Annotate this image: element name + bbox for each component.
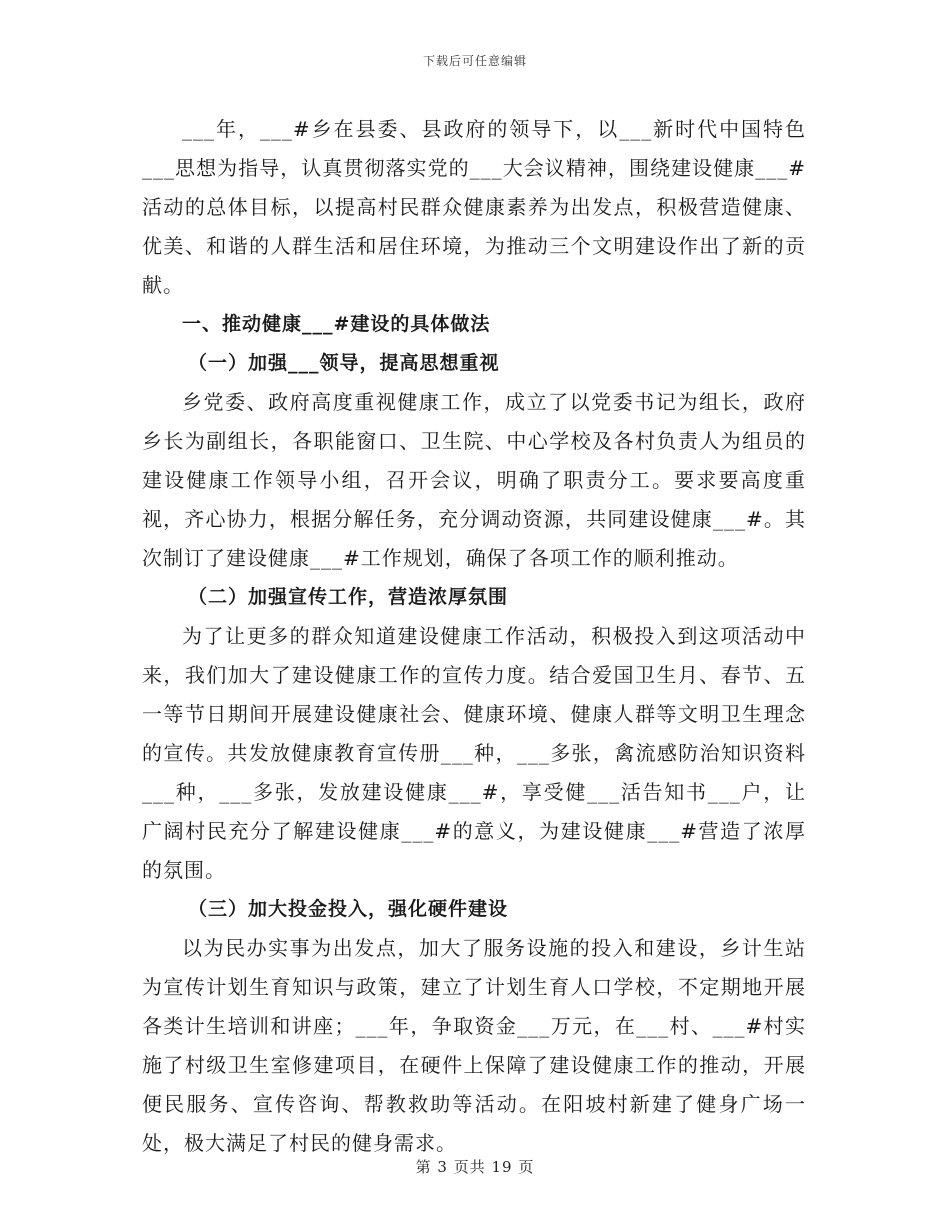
subsection-heading-2: （二）加强宣传工作，营造浓厚氛围 (188, 586, 509, 608)
header-note: 下载后可任意编辑 (422, 54, 527, 68)
subsection-heading-3: （三）加大投金投入，强化硬件建设 (188, 898, 509, 920)
subsection-paragraph-1: 乡党委、政府高度重视健康工作，成立了以党委书记为组长，政府乡长为副组长，各职能窗口、卫生院、中心学校及各村负责人为组员的建设健康工作领导小组，召开会议，明确了职责分工。要求要高度重视，齐心协力，根据分解任务，充分调动资源，共同建设健康___#。其次制订了建设健康___#工作规划，确保了各项工作的顺利推动。 (142, 390, 806, 570)
document-body (142, 110, 806, 1163)
subsection-paragraph-3: 以为民办实事为出发点，加大了服务设施的投入和建设，乡计生站为宣传计划生育知识与政策，建立了计划生育人口学校，不定期地开展各类计生培训和讲座；___年，争取资金___万元，在___村、___#村实施了村级卫生室修建项目，在硬件上保障了建设健康工作的推动，开展便民服务、宣传咨询、帮教救助等活动。在阳坡村新建了健身广场一处，极大满足了村民的健身需求。 (142, 936, 806, 1155)
page-number-footer: 第 3 页共 19 页 (415, 1158, 535, 1176)
intro-paragraph: ___年，___#乡在县委、县政府的领导下，以___新时代中国特色___思想为指导，认真贯彻落实党的___大会议精神，围绕建设健康___#活动的总体目标，以提高村民群众健康素养为出发点，积极营造健康、优美、和谐的人群生活和居住环境，为推动三个文明建设作出了新的贡献。 (142, 117, 806, 297)
section-heading: 一、推动健康___#建设的具体做法 (182, 313, 491, 335)
subsection-paragraph-2: 为了让更多的群众知道建设健康工作活动，积极投入到这项活动中来，我们加大了建设健康工作的宣传力度。结合爱国卫生月、春节、五一等节日期间开展建设健康社会、健康环境、健康人群等文明卫生理念的宣传。共发放健康教育宣传册___种，___多张，禽流感防治知识资料___种，___多张，发放建设健康___#，享受健___活告知书___户，让广阔村民充分了解建设健康___#的意义，为建设健康___#营造了浓厚的氛围。 (142, 624, 806, 882)
subsection-heading-1: （一）加强___领导，提高思想重视 (188, 352, 500, 374)
